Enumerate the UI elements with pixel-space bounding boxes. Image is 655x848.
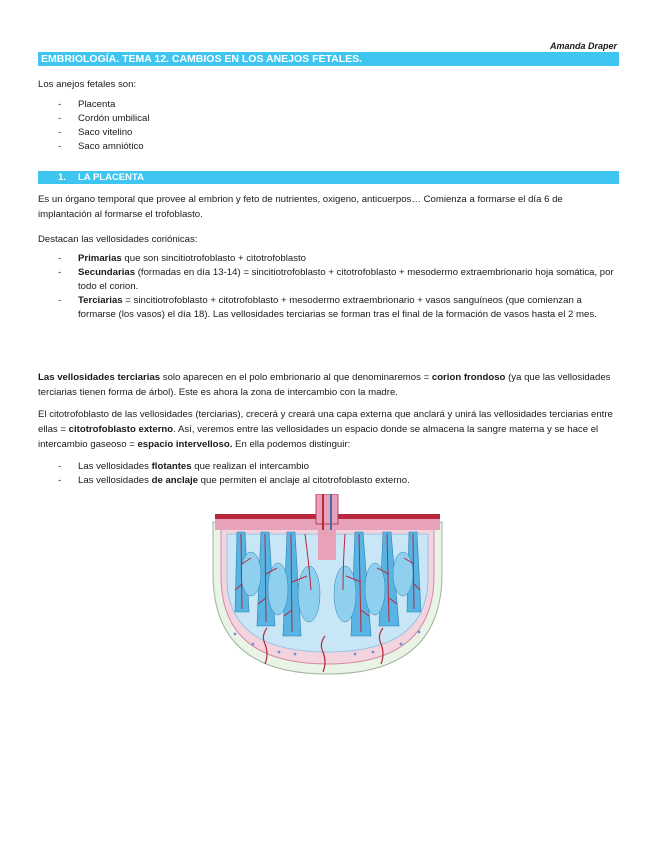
text: Las vellosidades <box>78 461 152 472</box>
list-item: - Placenta <box>38 98 618 112</box>
list-item: - Saco vitelino <box>38 126 618 140</box>
text: . Así, veremos entre las vellosidades un espacio donde se almacena la sangre materna y se hace el intercambio gaseoso = <box>38 424 599 450</box>
text: En ella podemos distinguir: <box>232 439 351 450</box>
list-item: - Cordón umbilical <box>38 112 618 126</box>
term-description: (formadas en día 13-14) = sincitiotrofoblasto + citotrofoblasto + mesodermo extraembrionario hoja somática, por todo el corion. <box>78 267 614 292</box>
bold-text: espacio intervelloso. <box>137 439 233 450</box>
document-title: EMBRIOLOGÍA. TEMA 12. CAMBIOS EN LOS ANEJOS FETALES. <box>38 52 619 66</box>
vellosidades-list <box>38 252 618 322</box>
term: de anclaje <box>151 475 199 486</box>
citotrofoblasto-paragraph <box>38 407 618 452</box>
placenta-diagram-icon <box>205 494 450 679</box>
term: Primarias <box>78 253 122 264</box>
umbilical-cord <box>316 494 338 524</box>
list-item-anclaje <box>38 474 618 488</box>
bold-text: corion frondoso <box>431 372 506 383</box>
intro-text: Los anejos fetales son: <box>38 79 137 90</box>
list-item-flotantes <box>38 460 618 474</box>
author-name: Amanda Draper <box>549 41 617 51</box>
term: flotantes <box>151 461 192 472</box>
villus <box>298 566 320 622</box>
term-description: = sincitiotrofoblasto + citotrofoblasto + mesodermo extraembrionario + vasos sanguíneos (que comienzan a formarse (los vasos) el día 18). Las vellosidades terciarias se forman tras el final de la formación de vasos hasta el 2 mes. <box>78 295 597 320</box>
bold-text: Las vellosidades terciarias <box>38 372 161 383</box>
term: Secundarias <box>78 267 136 278</box>
text: (ya que las vellosidades terciarias tienen forma de árbol). Este es ahora la zona de intercambio con la madre. <box>38 372 611 398</box>
section-label: LA PLACENTA <box>78 172 144 183</box>
list-item: - Saco amniótico <box>38 140 618 154</box>
villus <box>393 552 413 596</box>
terciarias-paragraph <box>38 370 618 400</box>
destacan-text: Destacan las vellosidades coriónicas: <box>38 234 198 245</box>
villus <box>334 566 356 622</box>
list-item-primarias <box>38 252 618 266</box>
list-item-secundarias <box>38 266 618 294</box>
text: que realizan el intercambio <box>191 461 309 472</box>
list-item-terciarias <box>38 294 618 322</box>
section-heading-placenta <box>38 171 619 184</box>
placenta-definition: Es un órgano temporal que provee al embrion y feto de nutrientes, oxigeno, anticuerpos… Comienza a formarse el día 6 de implantación al formarse el trofoblasto. <box>38 194 563 220</box>
distinguir-list <box>38 460 618 488</box>
text: El citotrofoblasto de las vellosidades (terciarias), crecerá y creará una capa externa que anclará y unirá las vellosidades terciarias entre ellas = <box>38 409 613 435</box>
stem-villus <box>318 530 336 560</box>
section-number: 1. <box>58 172 66 183</box>
text: Las vellosidades <box>78 475 152 486</box>
text: que permiten el anclaje al citotrofoblasto externo. <box>198 475 410 486</box>
term-description: que son sincitiotrofoblasto + citotrofoblasto <box>121 253 306 264</box>
text: solo aparecen en el polo embrionario al que denominaremos = <box>160 372 432 383</box>
term: Terciarias <box>78 295 123 306</box>
anejos-list <box>38 98 618 154</box>
bold-text: citotrofoblasto externo <box>68 424 174 435</box>
